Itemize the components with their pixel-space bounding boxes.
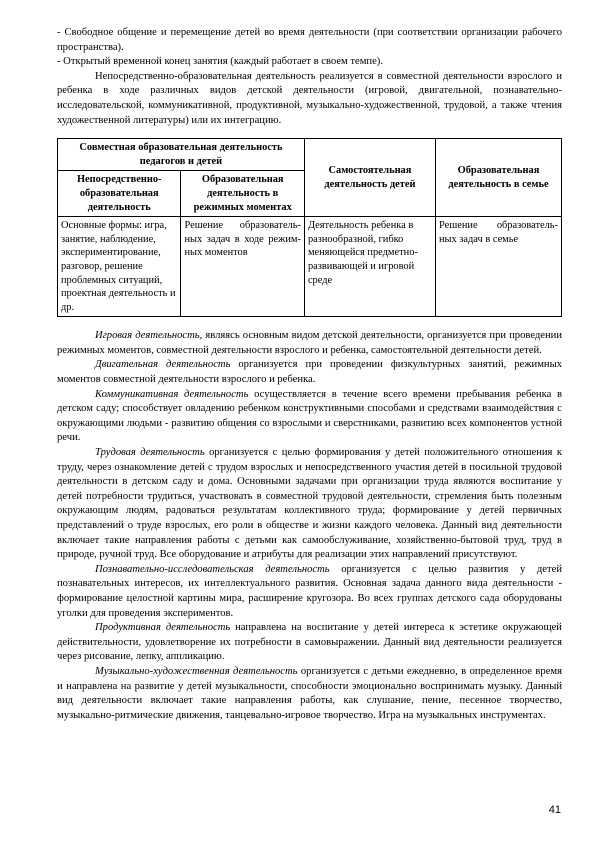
section-term: Познавательно-исследовательская деятельность xyxy=(95,563,330,575)
section-term: Коммуникативная деятельность xyxy=(95,388,249,400)
intro-line-1: - Свободное общение и перемещение детей во время деятельности (при соответствии организации рабочего пространства). xyxy=(57,27,562,53)
section-labor xyxy=(57,446,562,563)
section-productive xyxy=(57,621,562,665)
section-term: Трудовая деятельность xyxy=(95,447,205,459)
section-game xyxy=(57,329,562,358)
subheader-routine-moments: Образовательная деятельность в режимных моментах xyxy=(181,171,304,217)
intro-paragraph: Непосредственно-образовательная деятельность реализуется в совместной деятельности взрослого и ребенка в ходе различных видов детской деятельности (игровой, двигательной, познавательно-исследовательской, коммуникативной, продуктивной, музыкально-художественной, трудовой, а также чтения художественной литературы) или их интеграцию. xyxy=(57,70,562,126)
section-term: Игровая деятельность xyxy=(95,330,200,342)
section-term: Двигательная деятельность xyxy=(95,359,231,371)
cell-independent-activity: Деятельность ребенка в разнообразной, гибко меняющейся предметно-развивающей и игровой среде xyxy=(304,217,435,317)
section-motor xyxy=(57,358,562,387)
header-family-activity: Образовательная деятельность в семье xyxy=(435,139,561,217)
activity-sections xyxy=(57,329,562,723)
header-independent-activity: Самостоятельная деятельность детей xyxy=(304,139,435,217)
section-text: организуется с детьми ежедневно, в определенное время и направлена на развитие у детей музыкальности, способности эмоционально воспринимать музыку. Данный вид деятельности включает такие направления работы, как слушание, пение, песенное творчество, музыкально-ритмические движения, танцевально-игровое творчество. Игра на музыкальных инструментах. xyxy=(57,665,562,721)
section-cognitive xyxy=(57,563,562,621)
section-text: осуществляется в течение всего времени пребывания ребенка в детском саду; способствует овладению ребенком конструктивными способами и средствами взаимодействия с окружающими людьми - развитию общения со взрослыми и сверстниками, развитию всех компонентов устной речи. xyxy=(57,388,562,444)
section-musical xyxy=(57,665,562,723)
cell-family-activity: Решение образователь-ных задач в семье xyxy=(435,217,561,317)
intro-line-2: - Открытый временной конец занятия (каждый работает в своем темпе). xyxy=(57,56,383,68)
section-communicative xyxy=(57,388,562,446)
section-term: Музыкально-художественная деятельность xyxy=(95,665,298,677)
cell-routine-moments: Решение образователь-ных задач в ходе режим-ных моментов xyxy=(181,217,304,317)
section-term: Продуктивная деятельность xyxy=(95,622,231,634)
page-number: 41 xyxy=(548,804,561,816)
document-page xyxy=(57,26,562,723)
section-text: организуется с целью развития у детей познавательных интересов, их интеллектуального развития. Основная задача данного вида деятельности - формирование целостной картины мира, расширение кругозора. Во всех группах детского сада оборудованы уголки для проведения экспериментов. xyxy=(57,563,562,619)
section-text: направлена на воспитание у детей интереса к эстетике окружающей действительности, удовлетворение их потребности в самовыражении. Данный вид деятельности реализуется через рисование, лепку, аппликацию. xyxy=(57,622,562,663)
activity-table xyxy=(57,138,562,317)
section-text: организуется при проведении физкультурных занятий, режимных моментов совместной деятельности взрослого и ребенка. xyxy=(57,359,563,386)
section-text: организуется с целью формирования у детей положительного отношения к труду, через ознакомление детей с трудом взрослых и непосредственного участия детей в посильной трудовой деятельности в детском саду и дома. Основными задачами при организации труда являются воспитание у детей потребности трудиться, участвовать в совместной трудовой деятельности, стремления быть полезным окружающим людям, радоваться результатам коллективного труда; формирование у детей первичных представлений о труде взрослых, его роли в обществе и жизни каждого человека. Данный вид деятельности включает такие направления работы с детьми как самообслуживание, хозяйственно-бытовой труд, труд в природе, ручной труд. Все оборудование и атрибуты для реализации этих направлений присутствуют. xyxy=(57,447,562,561)
header-joint-activity: Совместная образовательная деятельность педагогов и детей xyxy=(58,139,305,171)
subheader-direct-education: Непосредственно-образовательная деятельность xyxy=(58,171,181,217)
cell-direct-education: Основные формы: игра, занятие, наблюдение, экспериментирование, разговор, решение проблемных ситуаций, проектная деятельность и др. xyxy=(58,217,181,317)
section-text: , являясь основным видом детской деятельности, организуется при проведении режимных моментов, совместной деятельности взрослого и ребенка, самостоятельной деятельности детей. xyxy=(57,330,562,356)
